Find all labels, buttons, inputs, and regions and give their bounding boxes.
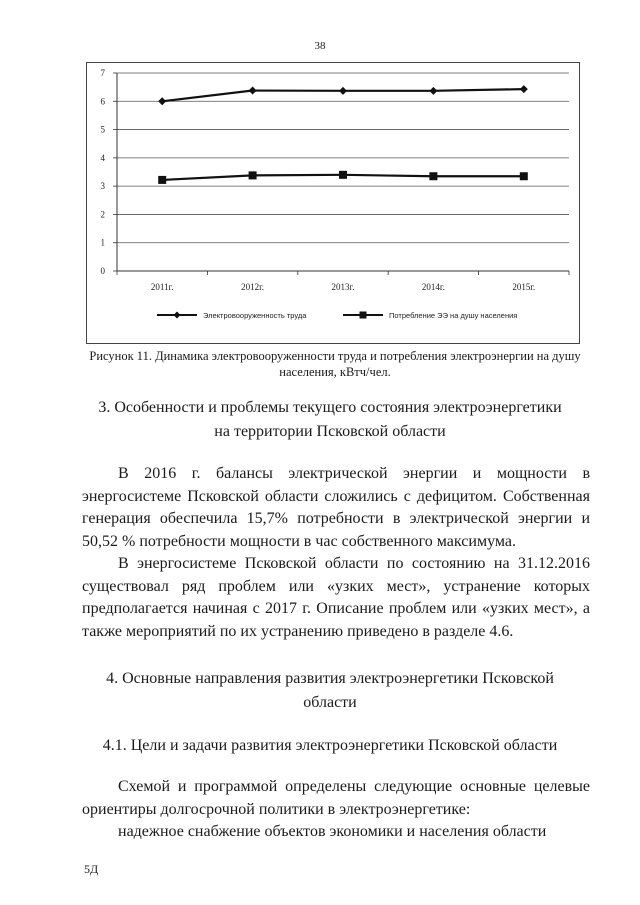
section-3-heading-line-2: на территории Псковской области	[214, 423, 446, 440]
data-point-square	[429, 172, 437, 180]
line-chart	[87, 63, 581, 345]
figure-caption-line-2: населения, кВтч/чел.	[279, 365, 391, 379]
data-point-square	[158, 176, 166, 184]
data-point-diamond	[158, 97, 166, 105]
section-3-heading-line-1: 3. Особенности и проблемы текущего состояния электроэнергетики	[98, 399, 562, 416]
y-tick-label: 1	[100, 237, 105, 248]
data-point-diamond	[249, 87, 257, 95]
x-tick-label: 2012г.	[241, 282, 265, 292]
y-tick-label: 0	[100, 266, 105, 276]
section-4-1-paragraph-1: Схемой и программой определены следующие основные целевые ориентиры долгосрочной политики в электроэнергетике:	[82, 778, 590, 818]
chart-figure	[86, 62, 580, 344]
section-3-body	[82, 463, 590, 643]
figure-caption-line-1: Рисунок 11. Динамика электровооруженности труда и потребления электроэнергии на душу	[89, 349, 581, 363]
section-4-1-paragraph-2: надежное снабжение объектов экономики и населения области	[118, 823, 547, 840]
y-tick-label: 7	[100, 68, 105, 78]
section-3-paragraph-1: В 2016 г. балансы электрической энергии и мощности в энергосистеме Псковской области сложились с дефицитом. Собственная генерация обеспечила 15,7% потребности в электрической энергии и 50,52 % потребности мощности в час собственного максимума.	[82, 465, 590, 550]
legend-label: Потребление ЭЭ на душу населения	[389, 311, 518, 320]
section-3-heading	[80, 396, 580, 444]
section-4-heading-line-2: области	[303, 694, 357, 711]
legend-marker-diamond	[174, 312, 181, 319]
y-tick-label: 4	[100, 152, 105, 163]
section-4-1-heading: 4.1. Цели и задачи развития электроэнергетики Псковской области	[102, 737, 558, 754]
legend-marker-square	[360, 312, 367, 319]
x-tick-label: 2011г.	[150, 282, 174, 292]
x-tick-label: 2015г.	[512, 282, 536, 292]
data-point-diamond	[429, 87, 437, 95]
page-number: 38	[314, 40, 326, 52]
data-point-square	[339, 171, 347, 179]
section-4-1-body	[82, 776, 590, 844]
x-tick-label: 2013г.	[331, 282, 355, 292]
footer-code: 5Д	[84, 862, 99, 876]
legend-label: Электровооруженность труда	[203, 311, 307, 320]
y-tick-label: 6	[100, 96, 105, 107]
data-point-diamond	[339, 87, 347, 95]
section-4-heading	[80, 667, 580, 715]
y-tick-label: 2	[100, 209, 105, 220]
section-4-heading-line-1: 4. Основные направления развития электроэнергетики Псковской	[106, 670, 554, 687]
y-tick-label: 5	[100, 124, 105, 135]
data-point-square	[520, 172, 528, 180]
figure-caption	[60, 348, 610, 380]
x-tick-label: 2014г.	[421, 282, 445, 292]
data-point-square	[249, 171, 257, 179]
section-3-paragraph-2: В энергосистеме Псковской области по состоянию на 31.12.2016 существовал ряд проблем или «узких мест», устранение которых предполагается начиная с 2017 г. Описание проблем или «узких мест», а также мероприятий по их устранению приведено в разделе 4.6.	[82, 555, 590, 640]
data-point-diamond	[520, 85, 528, 93]
y-tick-label: 3	[100, 181, 105, 192]
